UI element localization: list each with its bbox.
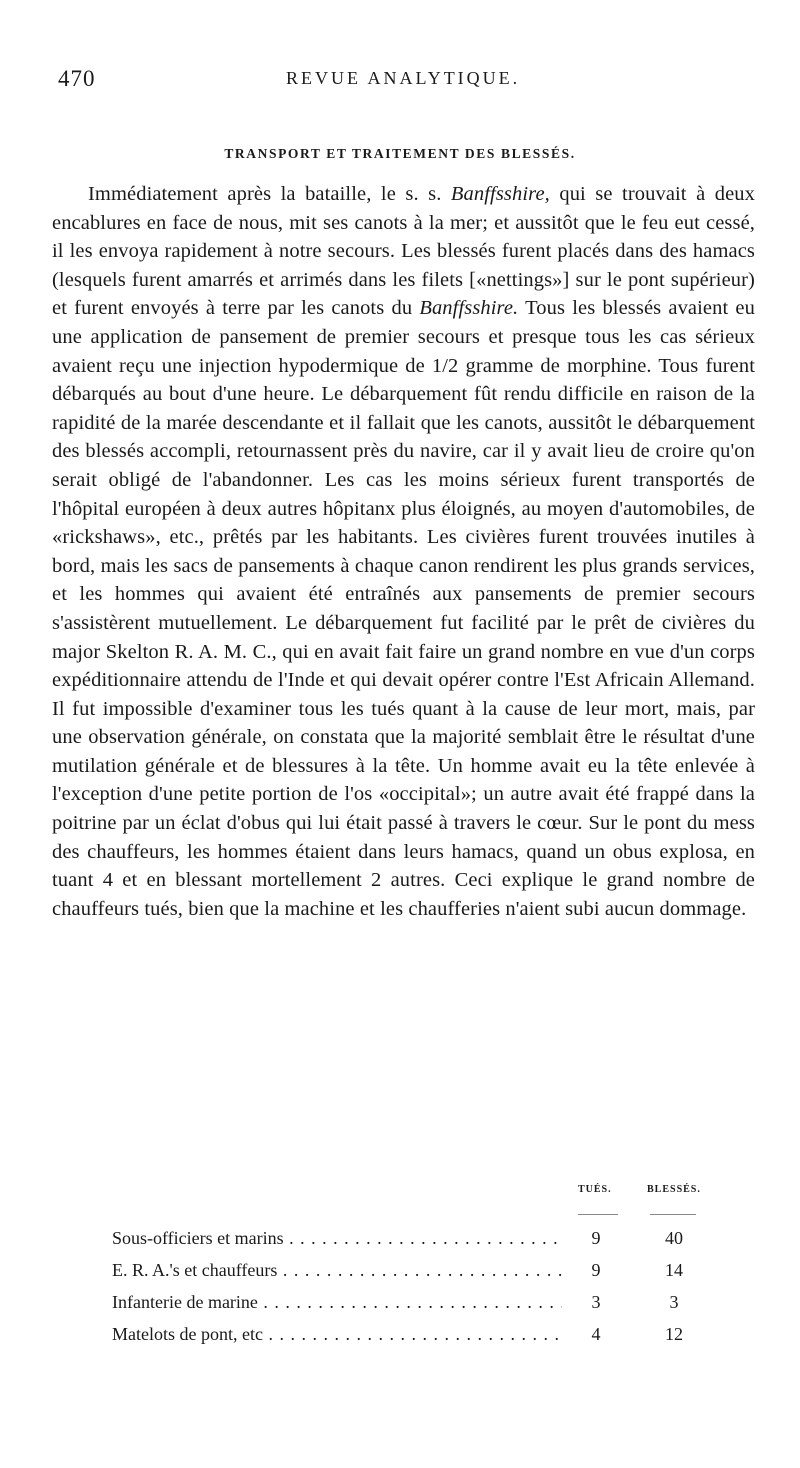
casualty-table xyxy=(112,1228,712,1356)
table-row xyxy=(112,1292,712,1324)
row-killed: 9 xyxy=(591,1228,601,1248)
ship-name-1: Banffsshire, xyxy=(450,183,550,205)
table-row xyxy=(112,1228,712,1260)
column-rule-wounded xyxy=(650,1214,696,1215)
row-wounded: 12 xyxy=(665,1324,683,1344)
row-wounded: 14 xyxy=(665,1260,683,1280)
row-killed: 3 xyxy=(591,1292,601,1312)
page-header xyxy=(58,66,758,106)
body-paragraph xyxy=(52,180,755,923)
row-wounded: 40 xyxy=(665,1228,683,1248)
paragraph-part-3: Tous les blessés avaient eu une application de pansement de premier secours et presque tous les cas sérieux avaient reçu une injection hypodermique de 1/2 gramme de morphine. Tous furent débarqués au bout d'une heure. Le débarquement fût rendu difficile en raison de la rapidité de la marée descendante et il fallait que les canots, aussitôt le débarquement des blessés accompli, retournassent près du navire, car il y avait lieu de croire qu'on serait obligé de l'abandonner. Les cas les moins sérieux furent transportés de l'hôpital européen à deux autres hôpitanx plus éloignés, au moyen d'automobiles, de «rickshaws», etc., prêtés par les habitants. Les civières furent trouvées inutiles à bord, mais les sacs de pansements à chaque canon rendirent les plus grands services, et les hommes qui avaient été entraînés aux pansements de premier secours s'assistèrent mutuellement. Le débarquement fut facilité par le prêt de civières du major Skelton R. A. M. C., qui en avait fait faire un grand nombre en vue d'un corps expéditionnaire attendu de l'Inde et qui devait opérer contre l'Est Africain Allemand. Il fut impossible d'examiner tous les tués quant à la cause de leur mort, mais, par une observation générale, on constata que la majorité semblait être le résultat d'une mutilation générale et de blessures à la tête. Un homme avait eu la tête enlevée à l'exception d'une petite portion de l'os «occipital»; un autre avait été frappé dans la poitrine par un éclat d'obus qui lui était passé à travers le cœur. Sur le pont du mess des chauffeurs, les hommes étaient dans leurs hamacs, quand un obus explosa, en tuant 4 et en blessant mortellement 2 autres. Ceci explique le grand nombre de chauffeurs tués, bien que la machine et les chaufferies n'aient subi aucun dommage. xyxy=(52,297,755,920)
page-number: 470 xyxy=(58,66,96,91)
row-killed: 9 xyxy=(591,1260,601,1280)
column-header-wounded: BLESSÉS. xyxy=(647,1184,701,1195)
table-row xyxy=(112,1260,712,1292)
section-title: TRANSPORT ET TRAITEMENT DES BLESSÉS. xyxy=(224,146,576,161)
column-header-killed: TUÉS. xyxy=(578,1184,612,1195)
row-category: Sous-officiers et marins . . . xyxy=(112,1228,562,1249)
ship-name-2: Banffsshire. xyxy=(419,297,519,320)
row-category: E. R. A.'s et chauffeurs . . . xyxy=(112,1260,562,1281)
row-category: Infanterie de marine . . . xyxy=(112,1292,562,1313)
row-category: Matelots de pont, etc . . . xyxy=(112,1324,562,1345)
casualty-table-header xyxy=(0,1184,800,1204)
paragraph-part-1: Immédiatement après la bataille, le s. s. xyxy=(88,183,451,205)
table-row xyxy=(112,1324,712,1356)
running-head: REVUE ANALYTIQUE. xyxy=(286,68,521,88)
paragraph-part-2: qui se trouvait à deux encablures en face de nous, mit ses canots à la mer; et aussitôt que le feu eut cessé, il les envoya rapidement à notre secours. Les blessés furent placés dans des hamacs (lesquels furent amarrés et arrimés dans les filets [«nettings»] sur le pont supérieur) et furent envoyés à terre par les canots du xyxy=(52,183,755,320)
column-rule-killed xyxy=(578,1214,618,1215)
row-wounded: 3 xyxy=(669,1292,679,1312)
row-killed: 4 xyxy=(591,1324,601,1344)
